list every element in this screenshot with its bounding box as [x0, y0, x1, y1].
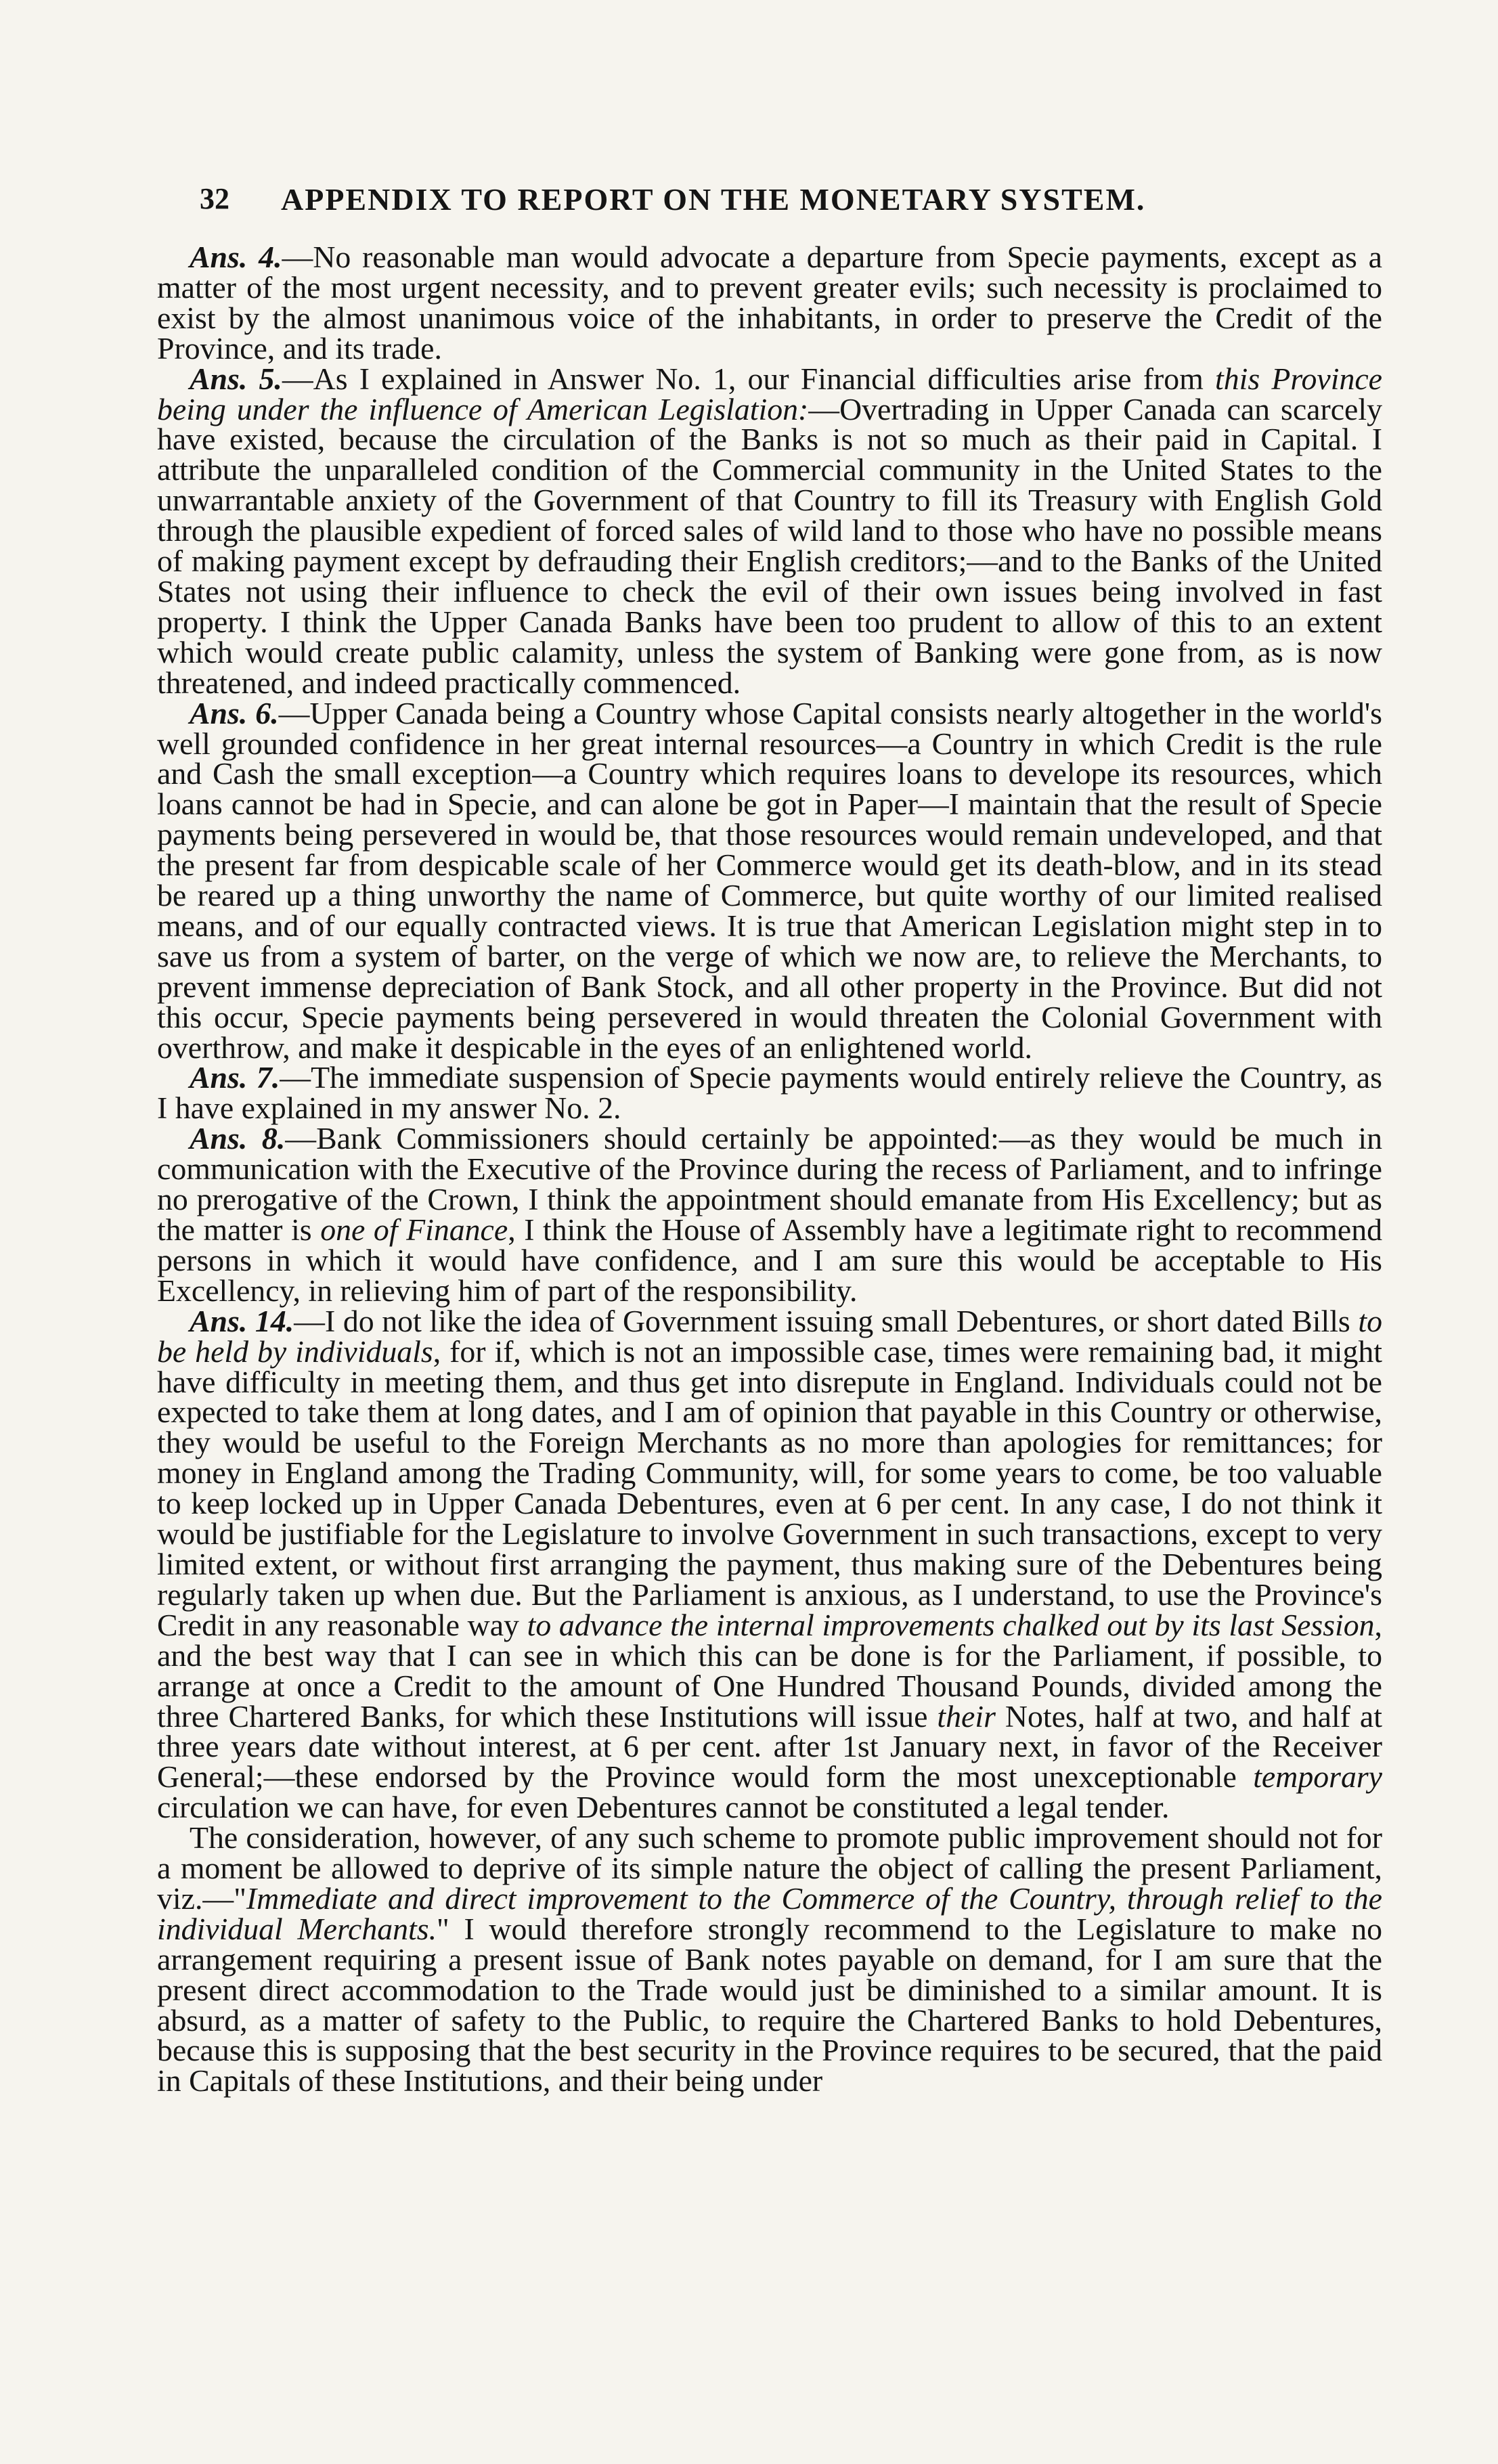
paragraph-text: —Upper Canada being a Country whose Capital consists nearly altogether in the world's well grounded confidence in her great internal resources—a Country in which Credit is the rule and Cash the small exception—a Country which requires loans to develope its resources, which loans cannot be had in Specie, and can alone be got in Paper—I maintain that the result of Specie payments being persevered in would be, that those resources would remain undeveloped, and that the present far from despicable scale of her Commerce would get its death-blow, and in its stead be reared up a thing unworthy the name of Commerce, but quite worthy of our limited realised means, and of our equally contracted views. It is true that American Legislation might step in to save us from a system of barter, on the verge of which we now are, to relieve the Merchants, to prevent immense depreciation of Bank Stock, and all other property in the Province. But did not this occur, Specie payments being persevered in would threaten the Colonial Government with overthrow, and make it despicable in the eyes of an enlightened world. [157, 695, 1382, 1065]
paragraph-text: —The immediate suspension of Specie payments would entirely relieve the Country, as I have explained in my answer No. 2. [157, 1060, 1382, 1126]
answer-6-paragraph [157, 695, 1382, 1065]
answer-5-paragraph [157, 361, 1383, 700]
paragraph-text: —Overtrading in Upper Canada can scarcely have existed, because the circulation of the Banks is not so much as their paid in Capital. I attribute the unparalleled condition of the Commercial community in the United States to the unwarrantable anxiety of the Government of that Country to fill its Treasury with English Gold through the plausible expedient of forced sales of wild land to those who have no possible means of making payment except by defrauding their English creditors;—and to the Banks of the United States not using their influence to check the evil of their own issues being involved in fast property. I think the Upper Canada Banks have been too prudent to allow of this to an extent which would create public calamity, unless the system of Banking were gone from, as is now threatened, and indeed practically commenced. [157, 391, 1383, 700]
paragraph-text: , and the best way that I can see in which this can be done is for the Parliament, if possible, to arrange at once a Credit to the amount of One Hundred Thousand Pounds, divided among the three Chartered Banks, for which these Institutions will issue [157, 1607, 1382, 1734]
italic-phrase: Immediate and direct improvement to the Commerce of the Country, through relief to the individual Merchants. [157, 1880, 1382, 1946]
paragraph-text: The consideration, however, of any such scheme to promote public improvement should not for a moment be allowed to deprive of its simple nature the object of calling the present Parliament, viz.—" [157, 1820, 1382, 1916]
answer-label: Ans. 7. [190, 1060, 280, 1095]
paragraph-text: —No reasonable man would advocate a departure from Specie payments, except as a matter of the most urgent necessity, and to prevent greater evils; such necessity is proclaimed to exist by the almost unanimous voice of the inhabitants, in order to preserve the Credit of the Province, and its trade. [157, 240, 1383, 366]
paragraph-text: —I do not like the idea of Government issuing small Debentures, or short dated Bills [294, 1303, 1359, 1338]
answer-14-paragraph [157, 1303, 1383, 1825]
page-header [200, 181, 1405, 229]
answer-label: Ans. 4. [190, 240, 282, 274]
answer-label: Ans. 5. [190, 361, 282, 396]
italic-phrase: to advance the internal improvements chalked out by its last Session [527, 1607, 1375, 1642]
paragraph-text: circulation we can have, for even Debentures cannot be constituted a legal tender. [157, 1790, 1170, 1825]
italic-phrase: one of Finance [320, 1212, 508, 1247]
running-title: APPENDIX TO REPORT ON THE MONETARY SYSTEM. [281, 182, 1146, 217]
answer-label: Ans. 8. [190, 1121, 286, 1156]
page-number: 32 [200, 182, 229, 215]
paragraph-text: , I think the House of Assembly have a legitimate right to recommend persons in which it would have confidence, and I am sure this would be acceptable to His Excellency, in relieving him of part of the responsibility. [157, 1212, 1382, 1308]
italic-phrase: to be held by individuals [157, 1303, 1383, 1369]
paragraph-text: " I would therefore strongly recommend to the Legislature to make no arrangement requiring a present issue of Bank notes payable on demand, for I am sure that the present direct accommodation to the Trade would just be diminished to a similar amount. It is absurd, as a matter of safety to the Public, to require the Chartered Banks to hold Debentures, because this is supposing that the best security in the Province requires to be secured, that the paid in Capitals of these Institutions, and their being under [157, 1911, 1382, 2098]
consideration-paragraph [157, 1820, 1382, 2098]
italic-phrase: temporary [1253, 1759, 1382, 1795]
answer-label: Ans. 6. [190, 695, 279, 730]
paragraph-text: —Bank Commissioners should certainly be appointed:—as they would be much in communication with the Executive of the Province during the recess of Parliament, and to infringe no prerogative of the Crown, I think the appointment should emanate from His Excellency; but as the matter is [157, 1121, 1382, 1247]
paragraph-text: Notes, half at two, and half at three years date without interest, at 6 per cent. after 1st January next, in favor of the Receiver General;—these endorsed by the Province would form the most unexceptionable [157, 1698, 1382, 1795]
paragraph-text: , for if, which is not an impossible case, times were remaining bad, it might have difficulty in meeting them, and thus get into disrepute in England. Individuals could not be expected to take them at long dates, and I am of opinion that payable in this Country or otherwise, they would be useful to the Foreign Merchants as no more than apologies for remittances; for money in England among the Trading Community, will, for some years to come, be too valuable to keep locked up in Upper Canada Debentures, even at 6 per cent. In any case, I do not think it would be justifiable for the Legislature to involve Government in such transactions, except to very limited extent, or without first arranging the payment, thus making sure of the Debentures being regularly taken up when due. But the Parliament is anxious, as I understand, to use the Province's Credit in any reasonable way [157, 1334, 1382, 1642]
body-text [157, 242, 1382, 2096]
answer-label: Ans. 14. [190, 1303, 294, 1338]
paragraph-text: —As I explained in Answer No. 1, our Financial difficulties arise from [282, 361, 1216, 396]
answer-7-paragraph [157, 1060, 1382, 1126]
answer-4-paragraph [157, 242, 1382, 364]
italic-phrase: this Province being under the influence of American Legislation: [157, 361, 1382, 426]
answer-8-paragraph [157, 1121, 1382, 1308]
italic-phrase: their [937, 1698, 996, 1734]
